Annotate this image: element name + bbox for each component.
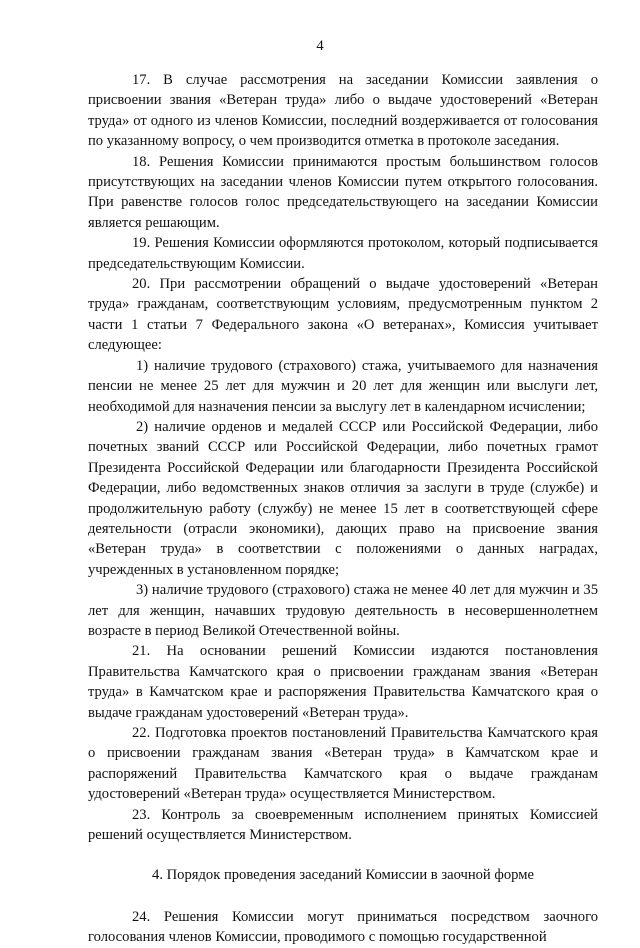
paragraph-22: 22. Подготовка проектов постановлений Правительства Камчатского края о присвоении гражданам звания «Ветеран труда» в Камчатском крае и распоряжений Правительства Камчатского края о выдаче гражданам удостоверений «Ветеран труда» осуществляется Министерством. — [88, 725, 598, 803]
paragraph-18: 18. Решения Комиссии принимаются простым большинством голосов присутствующих на заседании членов Комиссии путем открытого голосования. При равенстве голосов голос председательствующего на заседании Комиссии является решающим. — [88, 153, 598, 231]
paragraph-17: 17. В случае рассмотрения на заседании Комиссии заявления о присвоении звания «Ветеран труда» либо о выдаче удостоверений «Ветеран труда» от одного из членов Комиссии, последний воздерживается от голосования по указанному вопросу, о чем производится отметка в протоколе заседания. — [88, 72, 598, 150]
list-item-2: 2) наличие орденов и медалей СССР или Российской Федерации, либо почетных званий СССР или Российской Федерации, либо почетных грамот Президента Российской Федерации или благодарности Президента Российской Федерации, либо ведомственных знаков отличия за заслуги в труде (службе) и продолжительную работу (службу) не менее 15 лет в соответствующей сфере деятельности (отрасли экономики), дающих право на присвоение звания «Ветеран труда» в соответствии с положениями о данных наградах, учрежденных в установленном порядке; — [88, 418, 598, 578]
paragraph-23: 23. Контроль за своевременным исполнением принятых Комиссией решений осуществляется Министерством. — [88, 806, 598, 844]
paragraph-24: 24. Решения Комиссии могут приниматься посредством заочного голосования членов Комиссии, проводимого с помощью государственной — [88, 908, 598, 946]
list-item-1: 1) наличие трудового (страхового) стажа, учитываемого для назначения пенсии не менее 25 лет для мужчин и 20 лет для женщин или выслуги лет, необходимой для назначения пенсии за выслугу лет в календарном исчислении; — [88, 357, 598, 415]
paragraph-21: 21. На основании решений Комиссии издаются постановления Правительства Камчатского края о присвоении гражданам звания «Ветеран труда» в Камчатском крае и распоряжения Правительства Камчатского края о выдаче гражданам удостоверений «Ветеран труда». — [88, 643, 598, 721]
page-number: 4 — [316, 38, 324, 54]
document-body — [88, 70, 598, 948]
paragraph-19: 19. Решения Комиссии оформляются протоколом, который подписывается председательствующим Комиссии. — [88, 235, 598, 272]
paragraph-20: 20. При рассмотрении обращений о выдаче удостоверений «Ветеран труда» гражданам, соответствующим условиям, предусмотренным пунктом 2 части 1 статьи 7 Федерального закона «О ветеранах», Комиссия учитывает следующее: — [88, 276, 598, 354]
section-heading: 4. Порядок проведения заседаний Комиссии в заочной форме — [152, 867, 534, 884]
list-item-3: 3) наличие трудового (страхового) стажа не менее 40 лет для мужчин и 35 лет для женщин, начавших трудовую деятельность в несовершеннолетнем возрасте в период Великой Отечественной войны. — [88, 582, 598, 639]
